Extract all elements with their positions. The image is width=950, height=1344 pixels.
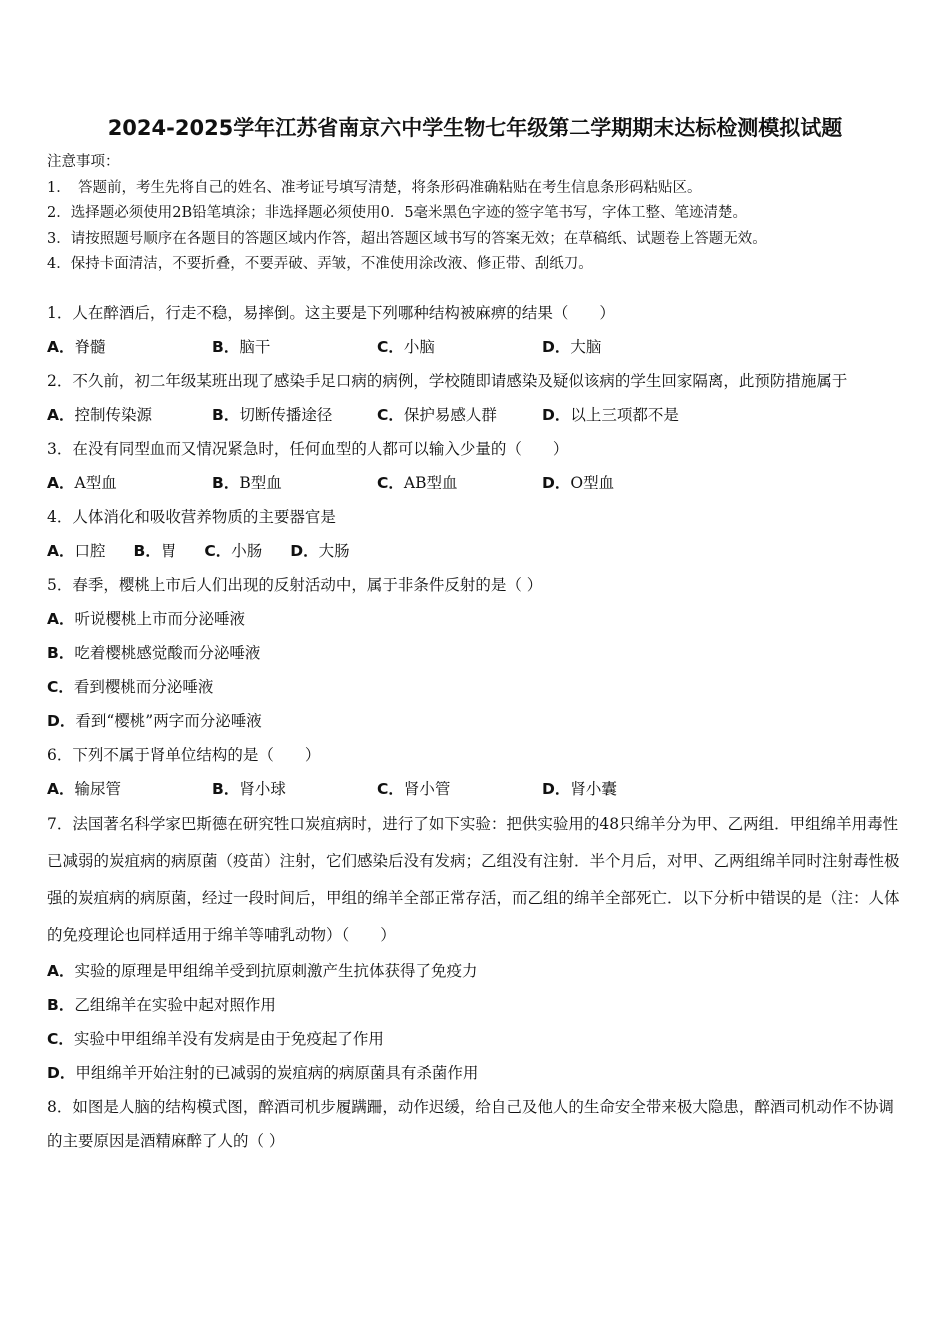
question-2 <box>47 364 907 432</box>
option-c <box>204 534 276 568</box>
option-c <box>47 670 907 704</box>
option-text: 控制传染源 <box>74 406 153 424</box>
option-row <box>47 534 907 568</box>
option-text: B型血 <box>239 474 282 492</box>
option-b <box>212 772 377 806</box>
option-d <box>542 772 707 806</box>
option-label: A． <box>47 338 75 356</box>
option-text: 以上三项都不是 <box>570 406 679 424</box>
option-text: 保护易感人群 <box>403 406 497 424</box>
option-label: B． <box>212 406 240 424</box>
option-c <box>377 772 542 806</box>
question-8 <box>47 1090 907 1158</box>
question-3 <box>47 432 907 500</box>
question-4 <box>47 500 907 568</box>
question-6 <box>47 738 907 806</box>
option-text: 实验中甲组绵羊没有发病是由于免疫起了作用 <box>73 1030 384 1048</box>
notice-heading: 注意事项： <box>47 154 120 170</box>
option-label: B． <box>212 338 240 356</box>
option-label: B． <box>47 644 75 662</box>
option-text: 大肠 <box>318 542 350 560</box>
option-text: 切断传播途径 <box>239 406 333 424</box>
question-stem: 7．法国著名科学家巴斯德在研究牲口炭疽病时，进行了如下实验：把供实验用的48只绵羊分为甲、乙两组．甲组绵羊用毒性已减弱的炭疽病的病原菌（疫苗）注射，它们感染后没有发病；乙组没有注射．半个月后，对甲、乙两组绵羊同时注射毒性极强的炭疽病的病原菌，经过一段时间后，甲组的绵羊全部正常存活，而乙组的绵羊全部死亡．以下分析中错误的是（注：人体的免疫理论也同样适用于绵羊等哺乳动物）（ ） <box>47 815 900 944</box>
option-label: B． <box>133 542 161 560</box>
notice-section <box>47 150 907 278</box>
option-d <box>47 1056 907 1090</box>
option-text: 小肠 <box>231 542 263 560</box>
option-b <box>212 398 377 432</box>
option-row <box>47 772 907 806</box>
question-stem: 2．不久前，初二年级某班出现了感染手足口病的病例，学校随即请感染及疑似该病的学生回家隔离，此预防措施属于 <box>47 372 848 390</box>
option-label: C． <box>377 406 404 424</box>
option-label: D． <box>542 474 571 492</box>
option-text: 甲组绵羊开始注射的已减弱的炭疽病的病原菌具有杀菌作用 <box>75 1064 479 1082</box>
option-row <box>47 398 907 432</box>
option-text: 口腔 <box>74 542 106 560</box>
option-label: B． <box>47 996 75 1014</box>
question-1 <box>47 296 907 364</box>
option-a <box>47 330 212 364</box>
option-text: 听说樱桃上市而分泌唾液 <box>74 610 246 628</box>
notice-item: 3．请按照题号顺序在各题目的答题区域内作答，超出答题区域书写的答案无效；在草稿纸、试题卷上答题无效。 <box>47 230 767 247</box>
option-label: B． <box>212 474 240 492</box>
option-row <box>47 330 907 364</box>
option-d <box>542 466 707 500</box>
option-label: A． <box>47 610 75 628</box>
question-stem: 5．春季，樱桃上市后人们出现的反射活动中，属于非条件反射的是（ ） <box>47 576 543 594</box>
option-b <box>47 988 907 1022</box>
option-d <box>47 704 907 738</box>
option-text: 乙组绵羊在实验中起对照作用 <box>74 996 276 1014</box>
option-text: O型血 <box>570 474 615 492</box>
option-b <box>134 534 191 568</box>
option-b <box>47 636 907 670</box>
option-b <box>212 466 377 500</box>
option-d <box>542 330 707 364</box>
option-c <box>377 330 542 364</box>
document-title: 2024-2025学年江苏省南京六中学生物七年级第二学期期末达标检测模拟试题 <box>107 116 843 140</box>
option-a <box>47 772 212 806</box>
option-label: B． <box>212 780 240 798</box>
option-text: 脊髓 <box>74 338 106 356</box>
question-7 <box>47 806 907 1090</box>
option-text: 吃着樱桃感觉酸而分泌唾液 <box>74 644 261 662</box>
option-text: 脑干 <box>239 338 271 356</box>
option-c <box>47 1022 907 1056</box>
question-5 <box>47 568 907 738</box>
option-label: A． <box>47 406 75 424</box>
option-label: A． <box>47 474 75 492</box>
question-stem: 8．如图是人脑的结构模式图，醉酒司机步履蹒跚，动作迟缓，给自己及他人的生命安全带来极大隐患，醉酒司机动作不协调的主要原因是酒精麻醉了人的（ ） <box>47 1098 894 1150</box>
option-label: D． <box>542 406 571 424</box>
question-stem: 1．人在醉酒后，行走不稳，易摔倒。这主要是下列哪种结构被麻痹的结果（ ） <box>47 304 615 322</box>
option-c <box>377 466 542 500</box>
option-text: 肾小球 <box>239 780 286 798</box>
option-text: 小脑 <box>403 338 435 356</box>
option-text: 肾小管 <box>403 780 451 798</box>
notice-item: 1． 答题前，考生先将自己的姓名、准考证号填写清楚，将条形码准确粘贴在考生信息条形码粘贴区。 <box>47 179 702 196</box>
option-text: 肾小囊 <box>570 780 617 798</box>
option-label: A． <box>47 780 75 798</box>
option-a <box>47 602 907 636</box>
option-label: C． <box>47 1030 74 1048</box>
option-row <box>47 466 907 500</box>
option-label: C． <box>377 338 404 356</box>
option-a <box>47 954 907 988</box>
option-label: D． <box>542 780 571 798</box>
option-label: A． <box>47 962 75 980</box>
option-d <box>290 534 363 568</box>
option-text: 胃 <box>160 542 177 560</box>
option-text: 实验的原理是甲组绵羊受到抗原刺激产生抗体获得了免疫力 <box>74 962 478 980</box>
option-d <box>542 398 707 432</box>
option-label: C． <box>204 542 232 560</box>
option-a <box>47 534 120 568</box>
option-label: C． <box>47 678 74 696</box>
option-text: 看到樱桃而分泌唾液 <box>73 678 214 696</box>
option-label: A． <box>47 542 75 560</box>
option-label: D． <box>290 542 319 560</box>
notice-item: 2．选择题必须使用2B铅笔填涂；非选择题必须使用0．5毫米黑色字迹的签字笔书写，字体工整、笔迹清楚。 <box>47 205 748 221</box>
option-text: 输尿管 <box>74 780 122 798</box>
option-text: 看到“樱桃”两字而分泌唾液 <box>75 712 262 730</box>
option-text: AB型血 <box>403 474 458 492</box>
question-stem: 4．人体消化和吸收营养物质的主要器官是 <box>47 508 336 526</box>
option-label: D． <box>542 338 571 356</box>
question-stem: 3．在没有同型血而又情况紧急时，任何血型的人都可以输入少量的（ ） <box>47 440 569 458</box>
option-label: D． <box>47 712 76 730</box>
option-a <box>47 466 212 500</box>
option-text: A型血 <box>74 474 117 492</box>
notice-item: 4．保持卡面清洁，不要折叠，不要弄破、弄皱，不准使用涂改液、修正带、刮纸刀。 <box>47 256 593 272</box>
question-stem: 6．下列不属于肾单位结构的是（ ） <box>47 746 321 764</box>
option-c <box>377 398 542 432</box>
option-text: 大脑 <box>570 338 602 356</box>
option-label: D． <box>47 1064 76 1082</box>
option-label: C． <box>377 474 404 492</box>
option-b <box>212 330 377 364</box>
question-list <box>47 296 907 1158</box>
option-a <box>47 398 212 432</box>
option-label: C． <box>377 780 404 798</box>
